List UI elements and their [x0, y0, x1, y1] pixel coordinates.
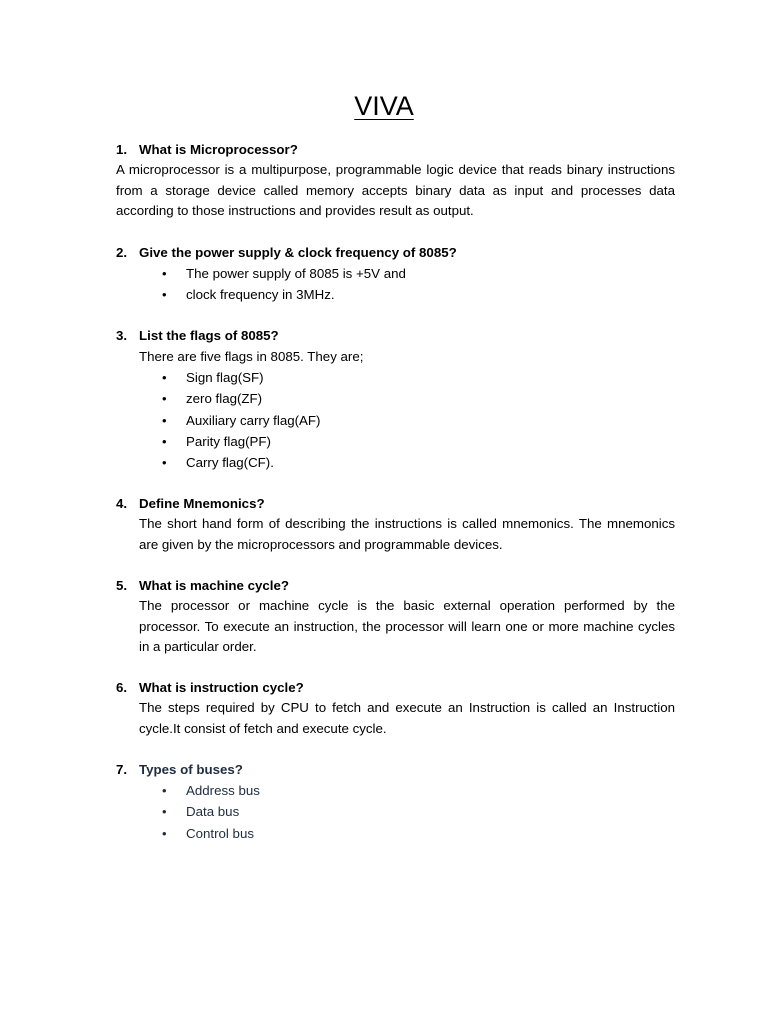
list-item	[162, 367, 675, 388]
bullet-icon: •	[162, 804, 167, 820]
answer-text: The processor or machine cycle is the basic external operation performed by the processor. To execute an instruction, the processor will learn one or more machine cycles in a particular order.	[139, 598, 675, 654]
question-2-block	[116, 242, 675, 306]
bullet-icon: •	[162, 287, 167, 303]
question-heading	[116, 242, 675, 263]
question-heading	[116, 677, 675, 698]
page-title: VIVA	[354, 91, 414, 121]
list-item-text: zero flag(ZF)	[186, 391, 263, 407]
list-item	[162, 263, 675, 284]
question-text: Define Mnemonics?	[139, 496, 265, 511]
question-number: 7.	[116, 762, 128, 777]
list-item	[162, 410, 675, 431]
bullet-icon: •	[162, 412, 167, 428]
list-item-text: Parity flag(PF)	[186, 433, 271, 449]
question-text: What is Microprocessor?	[139, 142, 298, 157]
bullet-icon: •	[162, 391, 167, 407]
answer-bullet-list	[116, 780, 675, 844]
list-item-text: Carry flag(CF).	[186, 455, 274, 471]
question-text: What is instruction cycle?	[139, 680, 304, 695]
question-3-block	[116, 325, 675, 473]
list-item	[162, 284, 675, 305]
list-item-text: clock frequency in 3MHz.	[186, 287, 335, 303]
list-item	[162, 388, 675, 409]
list-item-text: Sign flag(SF)	[186, 370, 264, 385]
list-item-text: Address bus	[186, 783, 260, 798]
list-item	[162, 780, 675, 801]
question-number: 4.	[116, 496, 128, 511]
answer-text: A microprocessor is a multipurpose, programmable logic device that reads binary instructions from a storage device called memory accepts binary data as input and processes data according to those instructions and provides result as output.	[116, 162, 675, 218]
question-text: Give the power supply & clock frequency of 8085?	[139, 245, 457, 260]
bullet-icon: •	[162, 455, 167, 471]
question-text: Types of buses?	[139, 762, 243, 777]
list-item-text: Control bus	[186, 825, 254, 841]
question-6-block	[116, 677, 675, 739]
bullet-icon: •	[162, 266, 167, 281]
bullet-icon: •	[162, 370, 167, 385]
list-item-text: Auxiliary carry flag(AF)	[186, 412, 321, 428]
list-item	[162, 823, 675, 844]
list-item	[162, 801, 675, 822]
question-text: List the flags of 8085?	[139, 328, 279, 343]
question-heading	[116, 759, 675, 780]
question-text: What is machine cycle?	[139, 578, 290, 593]
list-item-text: Data bus	[186, 804, 240, 820]
question-number: 5.	[116, 578, 128, 593]
list-item	[162, 452, 675, 473]
question-heading	[116, 575, 675, 596]
answer-bullet-list	[116, 367, 675, 473]
list-item-text: The power supply of 8085 is +5V and	[186, 266, 406, 281]
answer-intro: There are five flags in 8085. They are;	[139, 349, 364, 364]
question-5-block	[116, 575, 675, 658]
list-item	[162, 431, 675, 452]
answer-bullet-list	[116, 263, 675, 306]
question-1-block	[116, 139, 675, 222]
question-heading	[116, 139, 675, 160]
question-number: 1.	[116, 142, 128, 157]
question-heading	[116, 493, 675, 514]
bullet-icon: •	[162, 433, 167, 449]
question-number: 2.	[116, 245, 128, 260]
answer-text: The short hand form of describing the instructions is called mnemonics. The mnemonics are given by the microprocessors and programmable devices.	[139, 516, 675, 552]
bullet-icon: •	[162, 825, 167, 841]
question-heading	[116, 325, 675, 346]
bullet-icon: •	[162, 783, 167, 798]
question-4-block	[116, 493, 675, 555]
question-number: 3.	[116, 328, 128, 343]
question-number: 6.	[116, 680, 128, 695]
question-7-block	[116, 759, 675, 844]
answer-text: The steps required by CPU to fetch and execute an Instruction is called an Instruction cycle.It consist of fetch and execute cycle.	[139, 700, 675, 736]
